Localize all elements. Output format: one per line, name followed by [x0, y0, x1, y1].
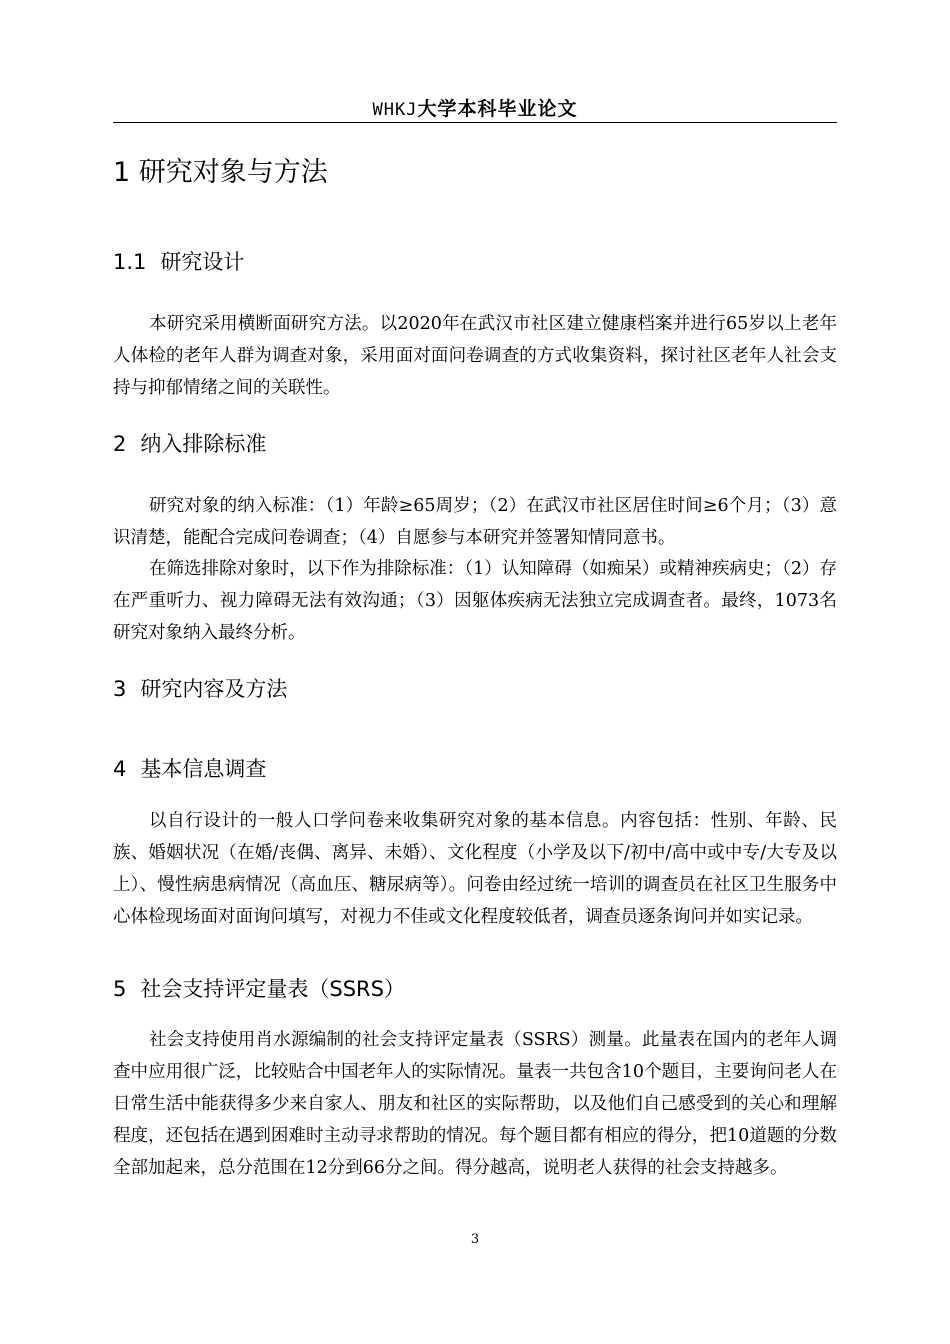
section-heading-3 — [113, 673, 287, 703]
section-number: 5 — [113, 977, 127, 1001]
paragraph-exclusion: 在筛选排除对象时，以下作为排除标准：（1）认知障碍（如痴呆）或精神疾病史；（2）存在严重听力、视力障碍无法有效沟通；（3）因躯体疾病无法独立完成调查者。最终，1073名研究对象纳入最终分析。 — [113, 559, 837, 643]
section-heading-1-1 — [113, 246, 244, 276]
header-title: 大学本科毕业论文 — [417, 98, 578, 120]
header-rule — [113, 122, 837, 123]
paragraph-basic-info: 以自行设计的一般人口学问卷来收集研究对象的基本信息。内容包括：性别、年龄、民族、婚姻状况（在婚/丧偶、离异、未婚）、文化程度（小学及以下/初中/高中或中专/大专及以上）、慢性病患病情况（高血压、糖尿病等）。问卷由经过统一培训的调查员在社区卫生服务中心体检现场面对面询问填写，对视力不佳或文化程度较低者，调查员逐条询问并如实记录。 — [113, 811, 837, 927]
section-number: 1.1 — [113, 250, 147, 274]
running-header — [113, 94, 837, 121]
section-heading-5 — [113, 973, 405, 1003]
section-heading-4 — [113, 753, 266, 783]
section-title: 纳入排除标准 — [140, 432, 267, 456]
section-title: 研究设计 — [160, 250, 245, 274]
section-title: 研究内容及方法 — [140, 677, 288, 701]
paragraph-design: 本研究采用横断面研究方法。以2020年在武汉市社区建立健康档案并进行65岁以上老年人体检的老年人群为调查对象，采用面对面问卷调查的方式收集资料，探讨社区老年人社会支持与抑郁情绪之间的关联性。 — [113, 314, 837, 398]
section-heading-2 — [113, 428, 266, 458]
paragraph-ssrs: 社会支持使用肖水源编制的社会支持评定量表（SSRS）测量。此量表在国内的老年人调查中应用很广泛，比较贴合中国老年人的实际情况。量表一共包含10个题目，主要询问老人在日常生活中能获得多少来自家人、朋友和社区的实际帮助，以及他们自己感受到的关心和理解程度，还包括在遇到困难时主动寻求帮助的情况。每个题目都有相应的得分，把10道题的分数全部加起来，总分范围在12分到66分之间。得分越高，说明老人获得的社会支持越多。 — [113, 1030, 837, 1178]
section-number: 4 — [113, 757, 127, 781]
section-number: 3 — [113, 677, 127, 701]
page-number: 3 — [470, 1232, 480, 1247]
section-title: 社会支持评定量表（SSRS） — [140, 977, 405, 1001]
header-prefix: WHKJ — [372, 100, 418, 120]
paragraph-inclusion: 研究对象的纳入标准：（1）年龄≥65周岁；（2）在武汉市社区居住时间≥6个月；（3）意识清楚，能配合完成问卷调查；（4）自愿参与本研究并签署知情同意书。 — [113, 496, 837, 548]
chapter-title: 1 研究对象与方法 — [113, 157, 328, 188]
section-title: 基本信息调查 — [140, 757, 267, 781]
section-number: 2 — [113, 432, 127, 456]
